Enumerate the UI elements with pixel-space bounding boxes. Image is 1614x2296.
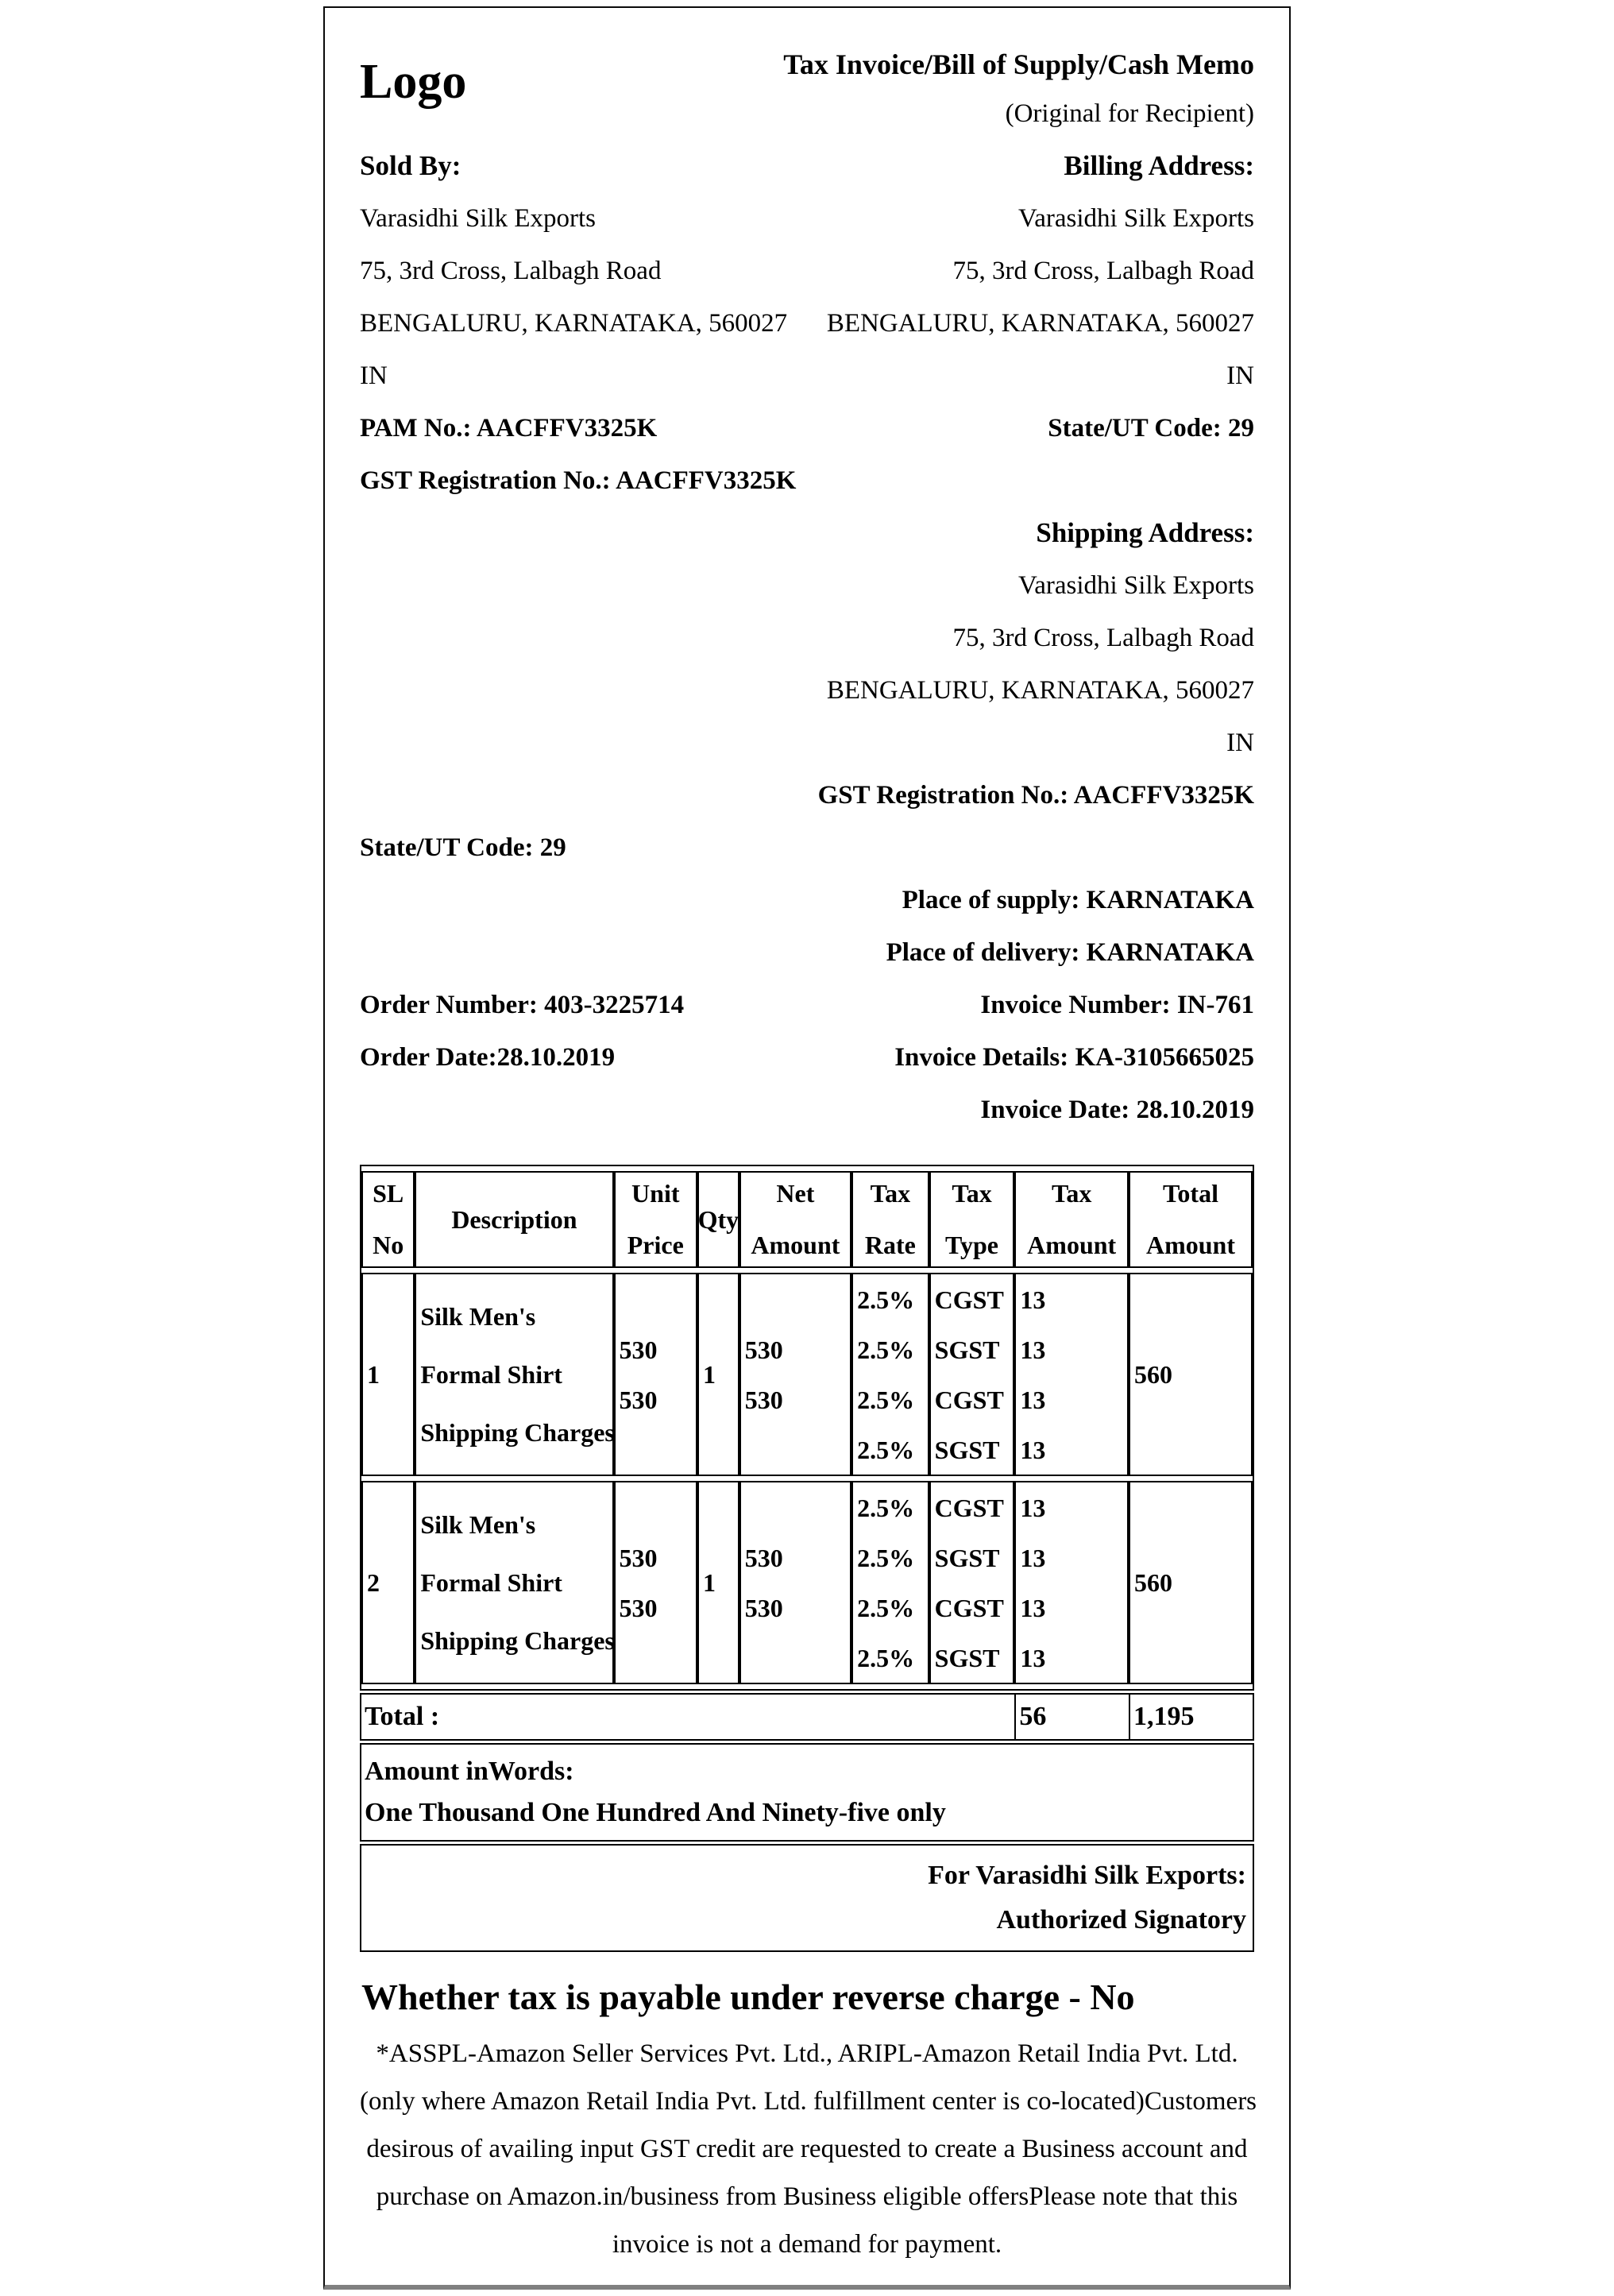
tax-rate-value: 2.5% [857, 1435, 915, 1464]
tax-amount-value: 13 [1020, 1335, 1046, 1364]
sl-value: 1 [367, 1360, 380, 1389]
sold-by-label: Sold By: [360, 150, 461, 181]
qty-value: 1 [702, 1360, 716, 1389]
tax-rate-value: 2.5% [857, 1385, 915, 1414]
tax-rate-value: 2.5% [857, 1543, 915, 1572]
description-header [415, 1171, 613, 1268]
shipping-city-row [360, 664, 1254, 717]
item-row-1 [361, 1273, 1253, 1476]
seller-name: Varasidhi Silk Exports [360, 204, 596, 233]
grand-total-amount: 1,195 [1129, 1695, 1253, 1739]
tax-rate-cell [851, 1481, 929, 1684]
tax-rate-header-line1: Tax [870, 1179, 911, 1208]
order-date-invoice-details-row [360, 1031, 1254, 1084]
unit-price-value: 530 [619, 1593, 658, 1622]
invoice-header [360, 30, 1254, 130]
item-row-2 [361, 1481, 1253, 1684]
party-info-section [360, 140, 1254, 1136]
billing-country: IN [1226, 361, 1254, 390]
shipping-city: BENGALURU, KARNATAKA, 560027 [826, 676, 1254, 705]
tax-type-value: SGST [934, 1335, 1000, 1364]
net-amount-cell [739, 1273, 851, 1476]
order-date: Order Date:28.10.2019 [360, 1043, 616, 1072]
qty-cell [697, 1273, 739, 1476]
qty-header [697, 1171, 739, 1268]
country-row [360, 350, 1254, 402]
seller-country: IN [360, 361, 388, 390]
billing-state-code: State/UT Code: 29 [1048, 414, 1254, 443]
tax-amount-cell [1014, 1481, 1129, 1684]
seller-pam-number: PAM No.: AACFFV3325K [360, 414, 658, 443]
tax-rate-value: 2.5% [857, 1643, 915, 1672]
total-amount-header [1129, 1171, 1253, 1268]
tax-amount-header [1014, 1171, 1129, 1268]
seller-state-code: State/UT Code: 29 [360, 833, 566, 862]
net-amount-header [739, 1171, 851, 1268]
unit-price-value: 530 [619, 1385, 658, 1414]
tax-amount-cell [1014, 1273, 1129, 1476]
tax-rate-value: 2.5% [857, 1285, 915, 1314]
tax-amount-value: 13 [1020, 1285, 1046, 1314]
net-amount-value: 530 [744, 1543, 783, 1572]
unit-header-line2: Price [627, 1231, 684, 1259]
shipping-name: Varasidhi Silk Exports [1018, 571, 1254, 600]
shipping-country: IN [1226, 729, 1254, 757]
tax-rate-value: 2.5% [857, 1335, 915, 1364]
pam-statecode-row [360, 402, 1254, 454]
description-line: Silk Men's [420, 1510, 536, 1539]
qty-cell [697, 1481, 739, 1684]
document-title: Tax Invoice/Bill of Supply/Cash Memo [783, 48, 1254, 80]
description-cell [415, 1481, 613, 1684]
tax-type-value: CGST [934, 1385, 1004, 1414]
seller-statecode-row [360, 821, 1254, 874]
tax-amount-value: 13 [1020, 1643, 1046, 1672]
unit-price-header [614, 1171, 697, 1268]
tax-amount-value: 13 [1020, 1493, 1046, 1522]
seller-street: 75, 3rd Cross, Lalbagh Road [360, 257, 662, 285]
tax-type-value: SGST [934, 1543, 1000, 1572]
place-of-supply: Place of supply: KARNATAKA [902, 886, 1254, 914]
net-amount-cell [739, 1481, 851, 1684]
billing-address-label: Billing Address: [1064, 150, 1254, 181]
tax-type-value: SGST [934, 1643, 1000, 1672]
description-line: Formal Shirt [420, 1360, 562, 1389]
net-amount-value: 530 [744, 1593, 783, 1622]
unit-header-line1: Unit [631, 1179, 680, 1208]
document-title-block [783, 30, 1254, 130]
total-header-line2: Amount [1145, 1231, 1235, 1259]
description-header-label: Description [451, 1204, 577, 1234]
amount-in-words-label: Amount inWords: [365, 1756, 574, 1786]
shipping-gst-number: GST Registration No.: AACFFV3325K [817, 781, 1254, 810]
tax-type-value: SGST [934, 1435, 1000, 1464]
total-amount-cell [1129, 1273, 1253, 1476]
row-total-value: 560 [1133, 1568, 1172, 1597]
footer-note-line: (only where Amazon Retail India Pvt. Ltd. fulfillment center is co-located)Customers [360, 2087, 1257, 2116]
invoice-page [323, 6, 1291, 2290]
invoice-date-row [360, 1084, 1254, 1136]
authorized-signatory-line: Authorized Signatory [996, 1905, 1246, 1935]
tax-type-value: CGST [934, 1593, 1004, 1622]
unit-price-value: 530 [619, 1543, 658, 1572]
order-invoice-number-row [360, 979, 1254, 1031]
document-subtitle: (Original for Recipient) [1005, 99, 1254, 128]
tax-amount-value: 13 [1020, 1593, 1046, 1622]
footer-note-line: invoice is not a demand for payment. [612, 2230, 1002, 2259]
sl-cell [361, 1273, 415, 1476]
items-table [360, 1165, 1254, 1691]
tax-type-value: CGST [934, 1285, 1004, 1314]
description-cell [415, 1273, 613, 1476]
shipping-gst-row [360, 769, 1254, 821]
tax-type-header [929, 1171, 1015, 1268]
shipping-street-row [360, 612, 1254, 664]
shipping-name-row [360, 559, 1254, 612]
description-line: Silk Men's [420, 1302, 536, 1331]
tax-type-value: CGST [934, 1493, 1004, 1522]
tax-rate-value: 2.5% [857, 1593, 915, 1622]
logo-text: Logo [360, 55, 467, 109]
order-number: Order Number: 403-3225714 [360, 991, 685, 1019]
tax-rate-value: 2.5% [857, 1493, 915, 1522]
tax-rate-header-line2: Rate [864, 1231, 916, 1259]
footer-note-line: *ASSPL-Amazon Seller Services Pvt. Ltd., ARIPL-Amazon Retail India Pvt. Ltd. [376, 2039, 1238, 2068]
name-row [360, 192, 1254, 245]
reverse-charge-statement: Whether tax is payable under reverse charge - No [361, 1977, 1135, 2017]
signature-box [360, 1844, 1254, 1952]
city-row [360, 297, 1254, 350]
row-total-value: 560 [1133, 1360, 1172, 1389]
shipping-label-row [360, 507, 1254, 559]
tax-type-header-line2: Type [945, 1231, 998, 1259]
place-of-delivery-row [360, 926, 1254, 979]
section-labels-row [360, 140, 1254, 192]
tax-rate-header [851, 1171, 929, 1268]
sl-header-line1: SL [373, 1179, 404, 1208]
sl-no-header [361, 1171, 415, 1268]
tax-amount-header-line1: Tax [1051, 1179, 1092, 1208]
billing-city: BENGALURU, KARNATAKA, 560027 [826, 309, 1254, 338]
unit-price-cell [614, 1481, 697, 1684]
invoice-details: Invoice Details: KA-3105665025 [894, 1043, 1254, 1072]
tax-rate-cell [851, 1273, 929, 1476]
net-amount-value: 530 [744, 1385, 783, 1414]
place-of-delivery: Place of delivery: KARNATAKA [886, 938, 1254, 967]
footer-note-line: desirous of availing input GST credit are requested to create a Business account and [366, 2135, 1248, 2163]
street-row [360, 245, 1254, 297]
net-header-line2: Amount [751, 1231, 840, 1259]
shipping-country-row [360, 717, 1254, 769]
tax-amount-header-line2: Amount [1027, 1231, 1117, 1259]
total-amount-cell [1129, 1481, 1253, 1684]
seller-gst-row [360, 454, 1254, 507]
place-of-supply-row [360, 874, 1254, 926]
sl-value: 2 [367, 1568, 380, 1597]
description-line: Shipping Charges [420, 1418, 615, 1447]
seller-city: BENGALURU, KARNATAKA, 560027 [360, 309, 788, 338]
qty-header-label: Qty [697, 1204, 739, 1234]
description-line: Formal Shirt [420, 1568, 562, 1597]
billing-name: Varasidhi Silk Exports [1018, 204, 1254, 233]
amount-in-words-text: One Thousand One Hundred And Ninety-five only [365, 1798, 946, 1828]
total-row [360, 1693, 1254, 1741]
qty-value: 1 [702, 1568, 716, 1597]
invoice-number: Invoice Number: IN-761 [980, 991, 1254, 1019]
table-header-row [361, 1171, 1253, 1268]
sl-header-line2: No [373, 1231, 404, 1259]
tax-type-cell [929, 1481, 1015, 1684]
total-header-line1: Total [1163, 1179, 1218, 1208]
tax-type-header-line1: Tax [952, 1179, 992, 1208]
tax-type-cell [929, 1273, 1015, 1476]
signature-for-line: For Varasidhi Silk Exports: [928, 1860, 1246, 1890]
tax-amount-value: 13 [1020, 1435, 1046, 1464]
amount-in-words-box [360, 1743, 1254, 1842]
shipping-street: 75, 3rd Cross, Lalbagh Road [952, 624, 1254, 652]
seller-gst-number: GST Registration No.: AACFFV3325K [360, 466, 797, 495]
tax-amount-value: 13 [1020, 1543, 1046, 1572]
total-label: Total : [365, 1702, 440, 1731]
net-header-line1: Net [776, 1179, 815, 1208]
unit-price-cell [614, 1273, 697, 1476]
tax-amount-value: 13 [1020, 1385, 1046, 1414]
footer-notes [360, 2030, 1257, 2268]
footer-note-line: purchase on Amazon.in/business from Business eligible offersPlease note that this [376, 2182, 1238, 2211]
unit-price-value: 530 [619, 1335, 658, 1364]
description-line: Shipping Charges [420, 1626, 615, 1655]
billing-street: 75, 3rd Cross, Lalbagh Road [952, 257, 1254, 285]
shipping-address-label: Shipping Address: [1036, 517, 1254, 548]
sl-cell [361, 1481, 415, 1684]
total-tax-amount: 56 [1014, 1695, 1129, 1739]
invoice-date: Invoice Date: 28.10.2019 [980, 1096, 1254, 1124]
net-amount-value: 530 [744, 1335, 783, 1364]
